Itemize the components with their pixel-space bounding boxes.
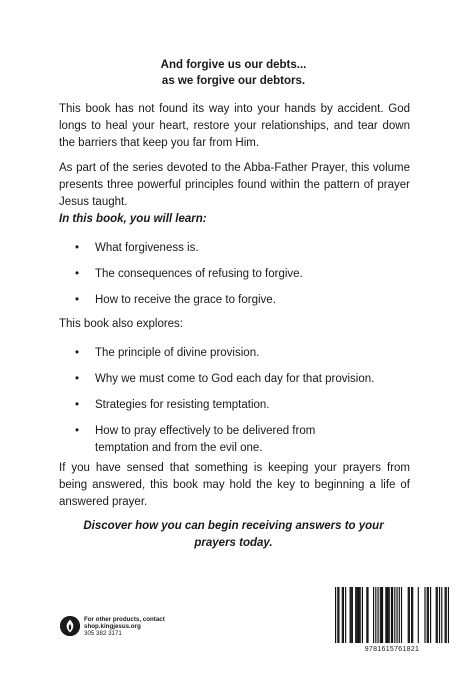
closing-line-1: Discover how you can begin receiving answers to your [83, 520, 384, 532]
contact-phone: 305 382 3171 [84, 630, 122, 638]
contact-website: shop.kingjesus.org [84, 623, 141, 631]
barcode-bar [335, 587, 336, 643]
barcode-bar [337, 587, 338, 643]
barcode-bar [380, 587, 381, 643]
barcode-bar [391, 587, 392, 643]
barcode-bar [411, 587, 412, 643]
barcode-bar [357, 587, 358, 643]
barcode-bar [418, 587, 419, 643]
barcode-bar [352, 587, 353, 643]
barcode-bar [351, 587, 352, 643]
list-item: • How to pray effectively to be delivered from temptation and from the evil one. [74, 425, 316, 454]
barcode-bar [408, 587, 409, 643]
barcode-bar [367, 587, 368, 643]
list-item: • Strategies for resisting temptation. [59, 397, 410, 414]
barcode-bar [399, 587, 400, 643]
barcode-bars [335, 585, 449, 643]
bullet-icon: • [74, 268, 80, 280]
bullet-icon: • [74, 425, 80, 437]
barcode-bar [424, 587, 425, 643]
barcode-bar [436, 587, 437, 643]
barcode [335, 585, 449, 652]
cover-headline [40, 57, 427, 89]
flame-emblem-icon [60, 616, 80, 636]
list-item: • The principle of divine provision. [59, 345, 410, 362]
barcode-bar [386, 587, 387, 643]
barcode-bar [446, 587, 447, 643]
closing-line-2: prayers today. [194, 537, 273, 549]
barcode-bar [428, 587, 429, 643]
list-item: • What forgiveness is. [59, 240, 410, 257]
barcode-bar [358, 587, 359, 643]
list-item: • How to receive the grace to forgive. [59, 292, 410, 309]
barcode-bar [388, 587, 389, 643]
list-item: • Why we must come to God each day for that provision. [59, 371, 410, 388]
barcode-bar [427, 587, 428, 643]
barcode-bar [345, 587, 346, 643]
contact-line-1: For other products, contact [84, 616, 165, 623]
barcode-bar [375, 587, 376, 643]
barcode-bar [355, 587, 356, 643]
barcode-bar [381, 587, 382, 643]
barcode-bar [360, 587, 361, 643]
barcode-bar [385, 587, 386, 643]
publisher-contact [60, 615, 200, 649]
barcode-bar [394, 587, 395, 643]
bullet-icon: • [74, 347, 80, 359]
headline-line-2: as we forgive our debtors. [161, 75, 306, 87]
barcode-bar [343, 587, 344, 643]
barcode-bar [396, 587, 397, 643]
bullet-icon: • [74, 242, 80, 254]
barcode-bar [377, 587, 378, 643]
publisher-contact-text [84, 616, 165, 638]
bullet-icon: • [74, 373, 80, 385]
barcode-bar [448, 587, 449, 643]
barcode-bar [439, 587, 440, 643]
headline-line-1: And forgive us our debts... [160, 59, 307, 71]
intro-paragraph: This book has not found its way into your hands by accident. God longs to heal your heart, restore your relationships, and tear down the barriers that keep you far from Him. [59, 103, 410, 149]
bullet-icon: • [74, 294, 80, 306]
barcode-bar [437, 587, 438, 643]
isbn-number: 9781615761821 [364, 646, 420, 653]
explores-list [59, 345, 410, 466]
list-item: • The consequences of refusing to forgive. [59, 266, 410, 283]
barcode-bar [366, 587, 367, 643]
barcode-bar [445, 587, 446, 643]
answered-paragraph: If you have sensed that something is keeping your prayers from being answered, this book may hold the key to beginning a life of answered prayer. [59, 462, 410, 508]
barcode-bar [430, 587, 431, 643]
barcode-bar [373, 587, 374, 643]
barcode-bar [441, 587, 442, 643]
barcode-bar [338, 587, 339, 643]
barcode-bar [362, 587, 363, 643]
barcode-bar [356, 587, 357, 643]
barcode-bar [342, 587, 343, 643]
barcode-bar [350, 587, 351, 643]
learn-list [59, 240, 410, 318]
barcode-bar [382, 587, 383, 643]
closing-call-to-action [50, 518, 417, 552]
barcode-bar [389, 587, 390, 643]
learn-heading: In this book, you will learn: [59, 213, 207, 225]
explores-heading: This book also explores: [59, 318, 184, 330]
series-paragraph: As part of the series devoted to the Abba-Father Prayer, this volume presents three powerful principles found within the pattern of prayer Jesus taught. [59, 162, 410, 208]
barcode-bar [401, 587, 402, 643]
barcode-bar [392, 587, 393, 643]
bullet-icon: • [74, 399, 80, 411]
barcode-bar [409, 587, 410, 643]
barcode-bar [412, 587, 413, 643]
